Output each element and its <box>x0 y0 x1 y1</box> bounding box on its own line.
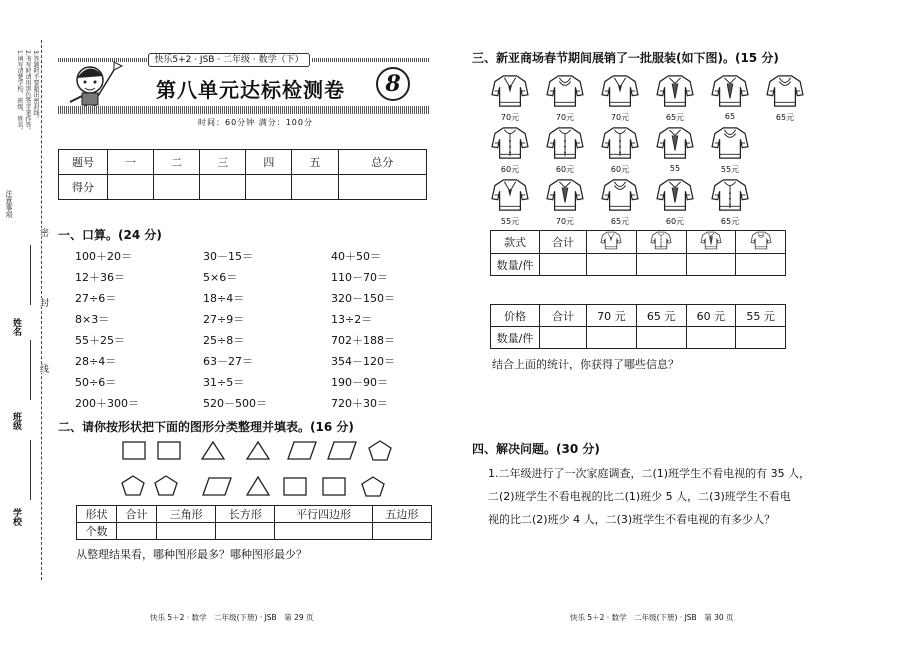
garment-icon <box>598 178 642 216</box>
rectangle-shape <box>323 478 345 495</box>
garment-icon <box>598 126 642 164</box>
price-row-label: 数量/件 <box>491 327 540 349</box>
garment-style-b-icon <box>650 240 672 253</box>
garment-item <box>653 74 697 123</box>
calc-item: 31÷5＝ <box>203 376 245 389</box>
calc-row <box>75 353 435 374</box>
style-count-table <box>490 230 786 276</box>
score-col-label: 题号 <box>59 150 108 175</box>
style-row-label: 数量/件 <box>491 254 540 276</box>
calc-row <box>75 248 435 269</box>
answer-cell[interactable] <box>636 254 686 276</box>
answer-cell[interactable] <box>372 523 431 540</box>
calc-item: 63－27＝ <box>203 355 253 368</box>
score-col-2: 二 <box>154 150 200 175</box>
score-col-4: 四 <box>246 150 292 175</box>
pentagon-shape <box>122 476 144 495</box>
garment-item <box>598 74 642 123</box>
garment-price-label: 65元 <box>775 113 795 122</box>
style-col-icon-1 <box>587 231 637 254</box>
garment-item <box>488 126 532 175</box>
garment-style-d-icon <box>750 240 772 253</box>
calc-item: 720＋30＝ <box>331 397 388 410</box>
binding-margin <box>0 0 50 653</box>
calc-row <box>75 395 435 416</box>
page-title: 第八单元达标检测卷 <box>156 78 345 102</box>
score-cell[interactable] <box>108 175 154 200</box>
problem-1-line: 二(2)班学生不看电视的比二(1)班少 5 人，二(3)班学生不看电 <box>488 490 791 503</box>
garment-item <box>543 74 587 123</box>
calc-row <box>75 311 435 332</box>
garment-price-label: 70元 <box>500 113 520 122</box>
price-col: 价格 <box>491 305 540 327</box>
calc-item: 354－120＝ <box>331 355 395 368</box>
garment-icon <box>543 74 587 112</box>
style-col-label: 款式 <box>491 231 540 254</box>
garment-price-label: 65元 <box>665 113 685 122</box>
series-label: 快乐5+2 · JSB · 二年级 · 数学（下） <box>148 53 310 67</box>
calc-item: 110－70＝ <box>331 271 388 284</box>
style-table-count-row <box>491 254 786 276</box>
garment-item <box>488 74 532 123</box>
garment-price-label: 55元 <box>720 165 740 174</box>
calc-item: 27÷6＝ <box>75 292 117 305</box>
garment-price-label: 65 <box>724 112 736 121</box>
style-col-icon-4 <box>736 231 786 254</box>
pentagon-shape <box>155 476 177 495</box>
garment-icon <box>598 74 642 112</box>
shapes-col: 长方形 <box>216 506 275 523</box>
garment-item <box>653 126 697 173</box>
shapes-row-label: 个数 <box>77 523 117 540</box>
calc-item: 100＋20＝ <box>75 250 132 263</box>
margin-note-1: 1.填写清楚学校、班级、姓名。 <box>16 50 23 134</box>
field-school-line[interactable] <box>30 440 31 500</box>
garment-icon <box>488 74 532 112</box>
score-table <box>58 149 427 200</box>
pentagon-shape <box>362 477 384 496</box>
garment-icon <box>653 126 697 164</box>
garment-price-label: 70元 <box>555 217 575 226</box>
calc-item: 27÷9＝ <box>203 313 245 326</box>
seal-char-xian: 线 <box>38 364 48 373</box>
garment-style-a-icon <box>600 240 622 253</box>
calc-item: 520－500＝ <box>203 397 267 410</box>
section3-question: 结合上面的统计，你获得了哪些信息？ <box>492 358 679 371</box>
parallelogram-shape <box>328 442 356 459</box>
answer-cell[interactable] <box>736 327 786 349</box>
section1-title: 一、口算。(24 分) <box>58 228 162 242</box>
pentagon-shape <box>369 441 391 460</box>
garment-price-label: 60元 <box>500 165 520 174</box>
style-col-icon-3 <box>686 231 736 254</box>
rectangle-shape <box>158 442 180 459</box>
garment-item <box>598 126 642 175</box>
price-col: 70 元 <box>587 305 637 327</box>
score-col-5: 五 <box>292 150 338 175</box>
section3-title: 三、新亚商场春节期间展销了一批服装(如下图)。(15 分) <box>472 51 779 65</box>
price-col: 60 元 <box>686 305 736 327</box>
garment-item <box>708 126 752 175</box>
shapes-col: 五边形 <box>372 506 431 523</box>
header-bar-bottom <box>58 106 430 114</box>
garment-item <box>653 178 697 227</box>
garment-price-label: 60元 <box>665 217 685 226</box>
calc-item: 25÷8＝ <box>203 334 245 347</box>
style-col-icon-2 <box>636 231 686 254</box>
calc-item: 13÷2＝ <box>331 313 373 326</box>
garment-item <box>543 178 587 227</box>
shapes-figure <box>118 440 418 502</box>
garment-item <box>763 74 807 123</box>
parallelogram-shape <box>203 478 231 495</box>
garment-icon <box>708 126 752 164</box>
score-table-header-row <box>59 150 427 175</box>
price-table-count-row <box>491 327 786 349</box>
answer-cell[interactable] <box>275 523 372 540</box>
seal-dashed-line <box>41 40 42 580</box>
garment-style-c-icon <box>700 240 722 253</box>
garment-price-label: 60元 <box>555 165 575 174</box>
garment-icon <box>488 126 532 164</box>
answer-cell[interactable] <box>636 327 686 349</box>
style-table-header <box>491 231 786 254</box>
problem-1-line: 视的比二(2)班少 4 人，二(3)班学生不看电视的有多少人？ <box>488 513 776 526</box>
triangle-shape <box>247 477 269 495</box>
rectangle-shape <box>284 478 306 495</box>
calc-row <box>75 332 435 353</box>
answer-cell[interactable] <box>686 254 736 276</box>
calc-item: 12＋36＝ <box>75 271 125 284</box>
answer-cell[interactable] <box>587 254 637 276</box>
footer-page-29: 快乐 5＋2 · 数学 二年级(下册) · JSB 第 29 页 <box>150 613 314 622</box>
answer-cell[interactable] <box>736 254 786 276</box>
garment-item <box>708 74 752 121</box>
garment-icon <box>543 126 587 164</box>
margin-note-2: 2.书写时请用黑色签字笔作答。 <box>24 50 31 134</box>
field-class-line[interactable] <box>30 340 31 400</box>
garment-item <box>488 178 532 227</box>
answer-cell[interactable] <box>117 523 157 540</box>
calc-row <box>75 269 435 290</box>
answer-cell[interactable] <box>587 327 637 349</box>
calc-row <box>75 290 435 311</box>
score-cell[interactable] <box>246 175 292 200</box>
score-cell[interactable] <box>338 175 426 200</box>
unit-number-badge: 8 <box>376 67 410 101</box>
score-col-3: 三 <box>200 150 246 175</box>
oral-calc-grid <box>75 248 435 416</box>
garment-item <box>543 126 587 175</box>
score-cell[interactable] <box>200 175 246 200</box>
shapes-table-header <box>77 506 432 523</box>
garment-price-label: 65元 <box>610 217 630 226</box>
calc-item: 5×6＝ <box>203 271 238 284</box>
price-count-table <box>490 304 786 349</box>
garment-icon <box>708 178 752 216</box>
calc-item: 190－90＝ <box>331 376 388 389</box>
garment-item <box>598 178 642 227</box>
calc-item: 50÷6＝ <box>75 376 117 389</box>
calc-row <box>75 374 435 395</box>
answer-cell[interactable] <box>216 523 275 540</box>
shapes-col: 合计 <box>117 506 157 523</box>
answer-cell[interactable] <box>686 327 736 349</box>
rectangle-shape <box>123 442 145 459</box>
price-table-header <box>491 305 786 327</box>
shapes-table-count-row <box>77 523 432 540</box>
margin-note-3: 3.答题时不要超出密封线。 <box>32 50 39 122</box>
calc-item: 28÷4＝ <box>75 355 117 368</box>
time-and-score-info: 时间：60分钟 满分：100分 <box>198 118 313 127</box>
shapes-col: 形状 <box>77 506 117 523</box>
triangle-shape <box>202 442 224 459</box>
garment-price-label: 55元 <box>500 217 520 226</box>
answer-cell[interactable] <box>540 327 587 349</box>
style-col-total: 合计 <box>540 231 587 254</box>
clothing-figure <box>488 74 795 226</box>
shapes-col: 三角形 <box>157 506 216 523</box>
shapes-table <box>76 505 432 540</box>
calc-item: 320－150＝ <box>331 292 395 305</box>
calc-item: 30－15＝ <box>203 250 253 263</box>
price-col: 55 元 <box>736 305 786 327</box>
garment-icon <box>708 74 752 112</box>
garment-price-label: 60元 <box>610 165 630 174</box>
section4-title: 四、解决问题。(30 分) <box>472 442 600 456</box>
garment-price-label: 65元 <box>720 217 740 226</box>
field-class-label: 班级 <box>11 412 21 430</box>
price-col: 65 元 <box>636 305 686 327</box>
calc-item: 55＋25＝ <box>75 334 125 347</box>
calc-item: 8×3＝ <box>75 313 110 326</box>
field-school-label: 学校 <box>11 508 21 526</box>
garment-price-label: 55 <box>669 164 681 173</box>
field-name-label: 姓名 <box>11 318 21 336</box>
score-cell[interactable] <box>292 175 338 200</box>
garment-icon <box>763 74 807 112</box>
calc-item: 18÷4＝ <box>203 292 245 305</box>
seal-char-feng: 封 <box>38 298 48 307</box>
answer-cell[interactable] <box>540 254 587 276</box>
seal-char-mi: 密 <box>38 228 48 237</box>
shapes-col: 平行四边形 <box>275 506 372 523</box>
garment-icon <box>653 178 697 216</box>
garment-icon <box>543 178 587 216</box>
header-bar-right <box>312 58 430 62</box>
score-col-1: 一 <box>108 150 154 175</box>
field-name-line[interactable] <box>30 245 31 305</box>
calc-item: 702＋188＝ <box>331 334 395 347</box>
triangle-shape <box>247 442 269 459</box>
score-col-total: 总分 <box>338 150 426 175</box>
score-table-score-row <box>59 175 427 200</box>
parallelogram-shape <box>288 442 316 459</box>
garment-price-label: 70元 <box>610 113 630 122</box>
problem-1-line: 1.二年级进行了一次家庭调查，二(1)班学生不看电视的有 35 人， <box>488 467 811 480</box>
margin-notes-label: 注意事项 <box>5 190 13 218</box>
calc-item: 40＋50＝ <box>331 250 381 263</box>
garment-item <box>708 178 752 227</box>
score-row-label: 得分 <box>59 175 108 200</box>
price-col: 合计 <box>540 305 587 327</box>
section2-title: 二、请你按形状把下面的图形分类整理并填表。(16 分) <box>58 420 354 434</box>
problem-1 <box>488 462 858 531</box>
garment-price-label: 70元 <box>555 113 575 122</box>
section2-question: 从整理结果看，哪种图形最多？哪种图形最少？ <box>76 548 307 561</box>
score-cell[interactable] <box>154 175 200 200</box>
garment-icon <box>653 74 697 112</box>
answer-cell[interactable] <box>157 523 216 540</box>
footer-page-30: 快乐 5＋2 · 数学 二年级(下册) · JSB 第 30 页 <box>570 613 734 622</box>
calc-item: 200＋300＝ <box>75 397 139 410</box>
garment-icon <box>488 178 532 216</box>
